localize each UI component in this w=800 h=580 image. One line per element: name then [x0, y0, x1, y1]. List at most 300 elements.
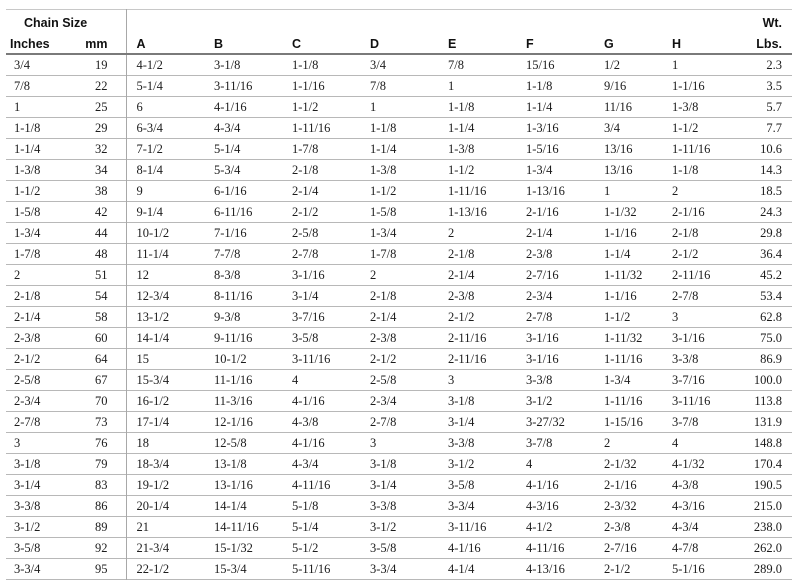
cell-weight: 2.3	[766, 58, 782, 72]
cell-d: 1-5/8	[370, 205, 397, 219]
cell-weight: 289.0	[753, 562, 782, 576]
cell-c: 2-5/8	[292, 226, 319, 240]
cell-a: 15-3/4	[136, 373, 170, 387]
cell-c: 5-11/16	[292, 562, 331, 576]
cell-g: 3/4	[604, 121, 620, 135]
cell-e: 2-1/2	[448, 310, 475, 324]
cell-h: 2-1/2	[672, 247, 699, 261]
cell-weight: 53.4	[760, 289, 782, 303]
cell-e: 7/8	[448, 58, 464, 72]
cell-h: 4-1/32	[672, 457, 705, 471]
cell-c: 3-7/16	[292, 310, 325, 324]
cell-d: 2-3/4	[370, 394, 397, 408]
cell-weight: 131.9	[753, 415, 782, 429]
cell-e: 1-13/16	[448, 205, 487, 219]
cell-e: 1-1/8	[448, 100, 475, 114]
cell-weight: 29.8	[760, 226, 782, 240]
cell-mm: 79	[72, 454, 126, 475]
cell-d: 1-3/4	[370, 226, 397, 240]
cell-c: 4-1/16	[292, 436, 325, 450]
cell-d: 2-7/8	[370, 415, 397, 429]
cell-g: 2	[604, 436, 611, 450]
cell-weight: 262.0	[753, 541, 782, 555]
cell-h: 3-1/16	[672, 331, 705, 345]
cell-f: 3-3/8	[526, 373, 553, 387]
cell-g: 1	[604, 184, 611, 198]
cell-weight: 100.0	[753, 373, 782, 387]
cell-inches: 7/8	[14, 79, 30, 93]
cell-inches: 1-5/8	[14, 205, 41, 219]
cell-weight: 24.3	[760, 205, 782, 219]
cell-h: 2	[672, 184, 679, 198]
cell-a: 11-1/4	[136, 247, 169, 261]
cell-g: 2-1/32	[604, 457, 637, 471]
cell-mm: 67	[72, 370, 126, 391]
cell-mm: 76	[72, 433, 126, 454]
cell-weight: 86.9	[760, 352, 782, 366]
cell-e: 3-1/2	[448, 457, 475, 471]
cell-d: 2-1/4	[370, 310, 397, 324]
cell-weight: 10.6	[760, 142, 782, 156]
cell-c: 5-1/2	[292, 541, 319, 555]
cell-g: 1-11/16	[604, 394, 643, 408]
cell-c: 4-1/16	[292, 394, 325, 408]
cell-h: 4-3/16	[672, 499, 705, 513]
cell-weight: 113.8	[754, 394, 782, 408]
cell-f: 4	[526, 457, 533, 471]
cell-mm: 38	[72, 181, 126, 202]
table-row	[6, 286, 792, 307]
cell-f: 4-1/2	[526, 520, 553, 534]
cell-weight: 215.0	[753, 499, 782, 513]
cell-g: 1/2	[604, 58, 620, 72]
cell-b: 14-1/4	[214, 499, 247, 513]
cell-mm: 95	[72, 559, 126, 580]
cell-mm: 73	[72, 412, 126, 433]
cell-f: 4-13/16	[526, 562, 565, 576]
cell-b: 13-1/16	[214, 478, 253, 492]
cell-f: 1-1/8	[526, 79, 553, 93]
cell-d: 1-1/4	[370, 142, 397, 156]
table-row	[6, 412, 792, 433]
cell-b: 9-3/8	[214, 310, 241, 324]
table-row	[6, 349, 792, 370]
table-row	[6, 54, 792, 76]
cell-b: 8-3/8	[214, 268, 241, 282]
cell-mm: 44	[72, 223, 126, 244]
cell-mm: 34	[72, 160, 126, 181]
cell-e: 1	[448, 79, 455, 93]
cell-mm: 89	[72, 517, 126, 538]
cell-e: 3-5/8	[448, 478, 475, 492]
cell-f: 2-1/4	[526, 226, 553, 240]
cell-f: 3-1/16	[526, 352, 559, 366]
cell-inches: 3-1/8	[14, 457, 41, 471]
cell-inches: 1	[14, 100, 21, 114]
cell-c: 1-7/8	[292, 142, 319, 156]
cell-weight: 18.5	[760, 184, 782, 198]
cell-b: 5-1/4	[214, 142, 241, 156]
cell-a: 17-1/4	[136, 415, 170, 429]
cell-b: 3-11/16	[214, 79, 253, 93]
cell-b: 7-7/8	[214, 247, 241, 261]
cell-inches: 2-1/4	[14, 310, 41, 324]
cell-b: 4-1/16	[214, 100, 247, 114]
cell-f: 2-3/8	[526, 247, 553, 261]
mm-heading: mm	[72, 30, 126, 54]
cell-e: 2-11/16	[448, 352, 487, 366]
chain-dimension-table-container	[6, 9, 792, 580]
cell-e: 3-3/4	[448, 499, 475, 513]
cell-a: 6	[136, 100, 143, 114]
cell-mm: 25	[72, 97, 126, 118]
cell-a: 16-1/2	[136, 394, 170, 408]
cell-c: 5-1/8	[292, 499, 319, 513]
cell-f: 3-27/32	[526, 415, 565, 429]
cell-e: 3-1/8	[448, 394, 475, 408]
table-row	[6, 223, 792, 244]
cell-e: 2-3/8	[448, 289, 475, 303]
cell-inches: 3-5/8	[14, 541, 41, 555]
table-row	[6, 244, 792, 265]
cell-a: 18-3/4	[136, 457, 170, 471]
cell-f: 2-3/4	[526, 289, 553, 303]
cell-c: 1-11/16	[292, 121, 331, 135]
cell-f: 3-1/16	[526, 331, 559, 345]
table-row	[6, 97, 792, 118]
cell-g: 13/16	[604, 142, 633, 156]
cell-a: 9	[136, 184, 143, 198]
table-row	[6, 559, 792, 580]
cell-d: 3/4	[370, 58, 386, 72]
cell-g: 1-1/2	[604, 310, 631, 324]
cell-d: 3	[370, 436, 377, 450]
cell-b: 5-3/4	[214, 163, 241, 177]
cell-f: 4-1/16	[526, 478, 559, 492]
cell-d: 3-1/8	[370, 457, 397, 471]
cell-mm: 32	[72, 139, 126, 160]
cell-h: 2-1/16	[672, 205, 705, 219]
cell-a: 5-1/4	[136, 79, 163, 93]
cell-c: 4-11/16	[292, 478, 331, 492]
cell-f: 2-1/16	[526, 205, 559, 219]
col-heading-c: C	[292, 37, 302, 51]
cell-mm: 60	[72, 328, 126, 349]
cell-d: 2-3/8	[370, 331, 397, 345]
cell-b: 8-11/16	[214, 289, 253, 303]
table-row	[6, 391, 792, 412]
chain-size-heading: Chain Size	[6, 10, 126, 31]
cell-c: 1-1/2	[292, 100, 319, 114]
table-row	[6, 328, 792, 349]
cell-c: 1-1/8	[292, 58, 319, 72]
cell-h: 1-1/16	[672, 79, 705, 93]
cell-inches: 2-3/4	[14, 394, 41, 408]
cell-d: 7/8	[370, 79, 386, 93]
cell-b: 7-1/16	[214, 226, 247, 240]
table-row	[6, 517, 792, 538]
cell-d: 1	[370, 100, 377, 114]
col-heading-e: E	[448, 37, 457, 51]
col-heading-d: D	[370, 37, 380, 51]
cell-d: 3-5/8	[370, 541, 397, 555]
cell-c: 5-1/4	[292, 520, 319, 534]
cell-h: 1-11/16	[672, 142, 711, 156]
table-row	[6, 181, 792, 202]
cell-h: 4-7/8	[672, 541, 699, 555]
table-row	[6, 454, 792, 475]
cell-a: 6-3/4	[136, 121, 163, 135]
cell-f: 15/16	[526, 58, 555, 72]
cell-e: 4-1/16	[448, 541, 481, 555]
table-body	[6, 54, 792, 580]
cell-b: 11-1/16	[214, 373, 253, 387]
cell-h: 1	[672, 58, 679, 72]
cell-inches: 3-1/4	[14, 478, 41, 492]
cell-mm: 83	[72, 475, 126, 496]
cell-g: 1-11/32	[604, 331, 643, 345]
cell-g: 11/16	[604, 100, 633, 114]
cell-a: 13-1/2	[136, 310, 170, 324]
cell-a: 14-1/4	[136, 331, 170, 345]
table-row	[6, 76, 792, 97]
cell-d: 1-3/8	[370, 163, 397, 177]
cell-h: 1-3/8	[672, 100, 699, 114]
cell-a: 20-1/4	[136, 499, 170, 513]
cell-e: 1-3/8	[448, 142, 475, 156]
cell-h: 3-11/16	[672, 394, 711, 408]
cell-e: 2	[448, 226, 455, 240]
cell-mm: 22	[72, 76, 126, 97]
table-header	[6, 10, 792, 55]
cell-h: 3-7/16	[672, 373, 705, 387]
cell-c: 2-1/2	[292, 205, 319, 219]
cell-h: 3	[672, 310, 679, 324]
cell-weight: 190.5	[753, 478, 782, 492]
cell-d: 2-1/8	[370, 289, 397, 303]
cell-a: 4-1/2	[136, 58, 163, 72]
cell-g: 2-7/16	[604, 541, 637, 555]
table-row	[6, 265, 792, 286]
cell-g: 13/16	[604, 163, 633, 177]
cell-inches: 3-1/2	[14, 520, 41, 534]
cell-mm: 51	[72, 265, 126, 286]
table-row	[6, 202, 792, 223]
cell-g: 1-11/32	[604, 268, 643, 282]
cell-a: 19-1/2	[136, 478, 170, 492]
cell-weight: 5.7	[766, 100, 782, 114]
cell-mm: 29	[72, 118, 126, 139]
cell-f: 1-3/16	[526, 121, 559, 135]
inches-heading: Inches	[10, 37, 50, 51]
cell-mm: 70	[72, 391, 126, 412]
cell-inches: 3-3/8	[14, 499, 41, 513]
cell-f: 4-3/16	[526, 499, 559, 513]
cell-inches: 1-1/4	[14, 142, 41, 156]
cell-a: 18	[136, 436, 149, 450]
cell-b: 10-1/2	[214, 352, 247, 366]
cell-e: 4-1/4	[448, 562, 475, 576]
cell-mm: 48	[72, 244, 126, 265]
cell-a: 22-1/2	[136, 562, 170, 576]
cell-weight: 7.7	[766, 121, 782, 135]
cell-inches: 3/4	[14, 58, 30, 72]
cell-mm: 42	[72, 202, 126, 223]
cell-f: 1-1/4	[526, 100, 553, 114]
table-row	[6, 160, 792, 181]
cell-a: 15	[136, 352, 149, 366]
cell-g: 1-1/16	[604, 226, 637, 240]
cell-inches: 1-3/4	[14, 226, 41, 240]
cell-d: 1-7/8	[370, 247, 397, 261]
cell-mm: 86	[72, 496, 126, 517]
cell-c: 3-1/16	[292, 268, 325, 282]
cell-inches: 1-3/8	[14, 163, 41, 177]
cell-weight: 170.4	[753, 457, 782, 471]
cell-mm: 54	[72, 286, 126, 307]
cell-c: 3-1/4	[292, 289, 319, 303]
cell-d: 3-1/4	[370, 478, 397, 492]
cell-inches: 3	[14, 436, 21, 450]
cell-inches: 2-1/2	[14, 352, 41, 366]
cell-b: 4-3/4	[214, 121, 241, 135]
cell-b: 15-1/32	[214, 541, 253, 555]
cell-mm: 19	[72, 54, 126, 76]
weight-heading-top: Wt.	[762, 16, 782, 30]
cell-c: 2-7/8	[292, 247, 319, 261]
cell-b: 11-3/16	[214, 394, 253, 408]
cell-e: 1-11/16	[448, 184, 487, 198]
cell-b: 6-11/16	[214, 205, 253, 219]
cell-h: 4-3/8	[672, 478, 699, 492]
cell-b: 15-3/4	[214, 562, 247, 576]
cell-weight: 36.4	[760, 247, 782, 261]
cell-inches: 2-3/8	[14, 331, 41, 345]
cell-b: 14-11/16	[214, 520, 259, 534]
cell-weight: 75.0	[760, 331, 782, 345]
cell-g: 2-3/8	[604, 520, 631, 534]
cell-d: 3-3/8	[370, 499, 397, 513]
cell-h: 1-1/8	[672, 163, 699, 177]
cell-d: 2-5/8	[370, 373, 397, 387]
col-heading-a: A	[136, 37, 146, 51]
cell-h: 3-7/8	[672, 415, 699, 429]
cell-f: 3-1/2	[526, 394, 553, 408]
cell-c: 4	[292, 373, 299, 387]
cell-weight: 148.8	[753, 436, 782, 450]
table-row	[6, 538, 792, 559]
cell-h: 4	[672, 436, 679, 450]
cell-b: 3-1/8	[214, 58, 241, 72]
cell-d: 2	[370, 268, 377, 282]
cell-c: 3-5/8	[292, 331, 319, 345]
cell-b: 9-11/16	[214, 331, 253, 345]
cell-inches: 2-7/8	[14, 415, 41, 429]
table-row	[6, 118, 792, 139]
cell-inches: 2	[14, 268, 21, 282]
table-row	[6, 496, 792, 517]
cell-e: 3-1/4	[448, 415, 475, 429]
cell-d: 2-1/2	[370, 352, 397, 366]
cell-h: 2-7/8	[672, 289, 699, 303]
cell-g: 1-11/16	[604, 352, 643, 366]
cell-d: 3-3/4	[370, 562, 397, 576]
cell-a: 8-1/4	[136, 163, 163, 177]
cell-g: 1-15/16	[604, 415, 643, 429]
table-row	[6, 475, 792, 496]
cell-e: 2-1/4	[448, 268, 475, 282]
cell-a: 10-1/2	[136, 226, 170, 240]
cell-f: 4-11/16	[526, 541, 565, 555]
cell-f: 1-5/16	[526, 142, 559, 156]
cell-h: 3-3/8	[672, 352, 699, 366]
cell-b: 12-1/16	[214, 415, 253, 429]
cell-c: 1-1/16	[292, 79, 325, 93]
cell-f: 1-13/16	[526, 184, 565, 198]
cell-e: 3-11/16	[448, 520, 487, 534]
table-row	[6, 370, 792, 391]
cell-g: 2-1/16	[604, 478, 637, 492]
cell-e: 2-11/16	[448, 331, 487, 345]
cell-f: 2-7/16	[526, 268, 559, 282]
cell-inches: 1-1/2	[14, 184, 41, 198]
cell-c: 4-3/4	[292, 457, 319, 471]
cell-weight: 238.0	[753, 520, 782, 534]
table-row	[6, 139, 792, 160]
cell-h: 2-1/8	[672, 226, 699, 240]
cell-c: 3-11/16	[292, 352, 331, 366]
cell-f: 3-7/8	[526, 436, 553, 450]
cell-e: 1-1/2	[448, 163, 475, 177]
cell-e: 3	[448, 373, 455, 387]
cell-g: 2-1/2	[604, 562, 631, 576]
weight-heading-bottom: Lbs.	[756, 37, 782, 51]
cell-e: 3-3/8	[448, 436, 475, 450]
cell-inches: 2-1/8	[14, 289, 41, 303]
cell-a: 12-3/4	[136, 289, 170, 303]
cell-mm: 58	[72, 307, 126, 328]
chain-dimension-table	[6, 9, 792, 580]
cell-b: 12-5/8	[214, 436, 247, 450]
cell-g: 1-1/4	[604, 247, 631, 261]
cell-a: 7-1/2	[136, 142, 163, 156]
table-row	[6, 307, 792, 328]
cell-inches: 3-3/4	[14, 562, 41, 576]
cell-b: 13-1/8	[214, 457, 247, 471]
cell-h: 2-11/16	[672, 268, 711, 282]
cell-h: 5-1/16	[672, 562, 705, 576]
cell-c: 4-3/8	[292, 415, 319, 429]
cell-e: 1-1/4	[448, 121, 475, 135]
cell-weight: 45.2	[760, 268, 782, 282]
cell-h: 1-1/2	[672, 121, 699, 135]
cell-weight: 14.3	[760, 163, 782, 177]
cell-g: 1-1/32	[604, 205, 637, 219]
cell-a: 21	[136, 520, 149, 534]
cell-b: 6-1/16	[214, 184, 247, 198]
cell-g: 9/16	[604, 79, 627, 93]
cell-a: 9-1/4	[136, 205, 163, 219]
col-heading-f: F	[526, 37, 534, 51]
cell-h: 4-3/4	[672, 520, 699, 534]
cell-weight: 62.8	[760, 310, 782, 324]
cell-g: 1-3/4	[604, 373, 631, 387]
cell-d: 3-1/2	[370, 520, 397, 534]
cell-c: 2-1/4	[292, 184, 319, 198]
cell-f: 1-3/4	[526, 163, 553, 177]
cell-inches: 1-7/8	[14, 247, 41, 261]
col-heading-h: H	[672, 37, 682, 51]
